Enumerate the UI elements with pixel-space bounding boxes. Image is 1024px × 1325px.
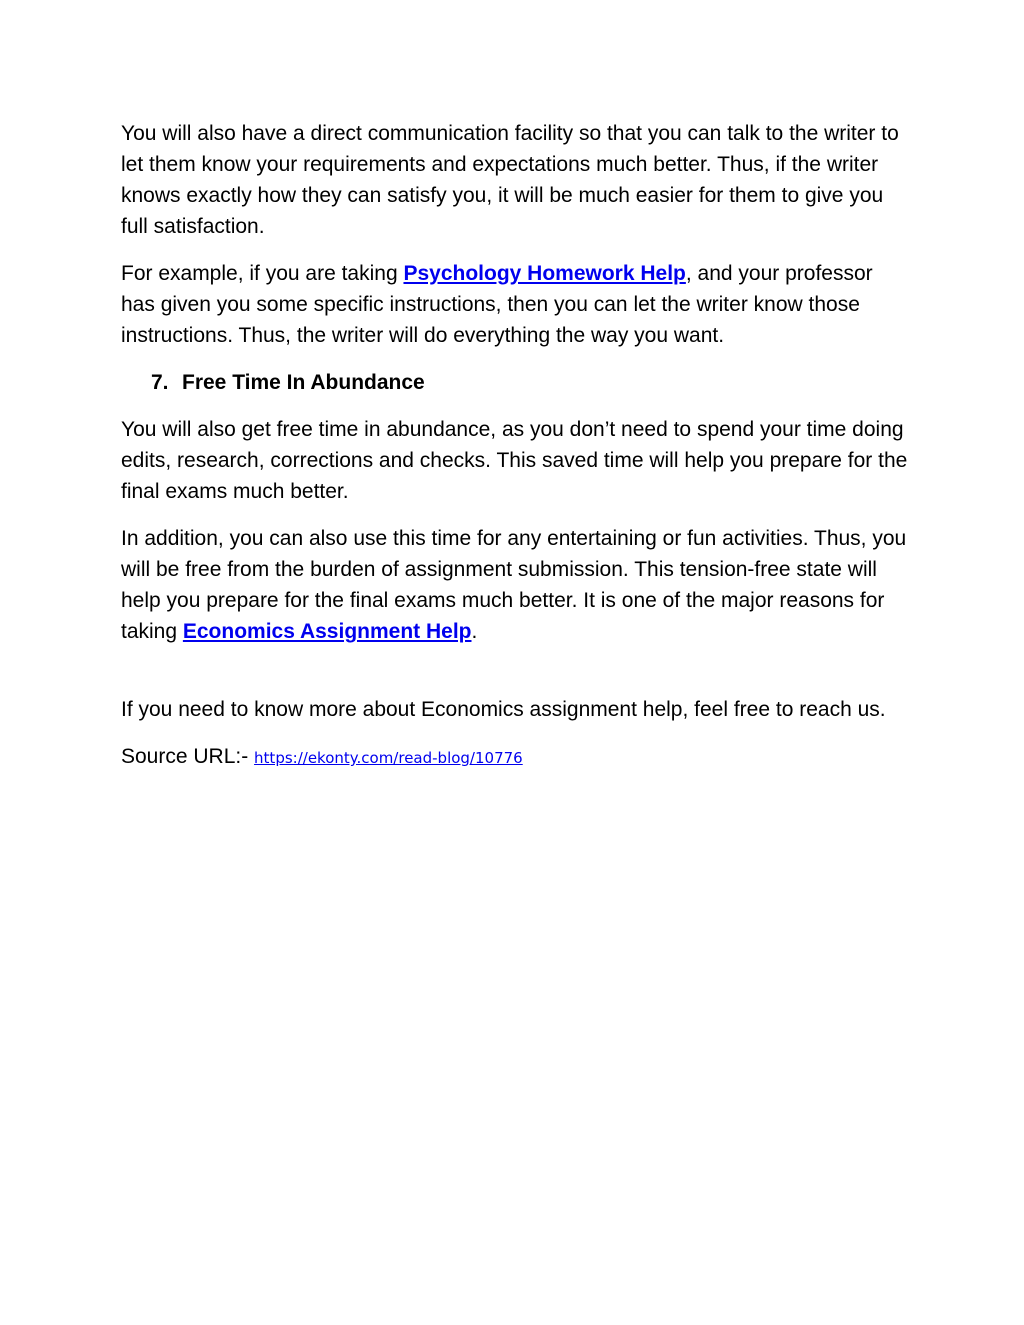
paragraph-example [121,258,911,351]
document-body [121,118,911,790]
psychology-homework-help-link[interactable]: Psychology Homework Help [403,262,686,285]
paragraph-example-text-end: , and your professor has given you some specific instructions, then you can let the writer know those instructions. Thus, the writer will do everything the way you want. [121,262,873,347]
source-line [121,741,911,774]
source-label: Source URL:- [121,745,255,768]
paragraph-free-time: You will also get free time in abundance, as you don’t need to spend your time doing edits, research, corrections and checks. This saved time will help you prepare for the final exams much better. [121,418,908,503]
paragraph-addition-text-start: In addition, you can also use this time for any entertaining or fun activities. Thus, you will be free from the burden of assignment submission. This tension-free state will help you prepare for the final exams much better. It is one of the major reasons for taking [121,527,907,643]
paragraph-addition [121,523,911,647]
paragraph-addition-text-end: . [471,620,478,643]
section-heading [121,367,911,398]
economics-assignment-help-link[interactable]: Economics Assignment Help [182,620,472,643]
section-heading-number: 7. [151,371,169,394]
paragraph-example-text-start: For example, if you are taking [121,262,404,285]
source-url-link[interactable]: https://ekonty.com/read-blog/10776 [254,749,523,767]
section-heading-title: Free Time In Abundance [182,371,425,394]
paragraph-contact: If you need to know more about Economics assignment help, feel free to reach us. [121,698,886,721]
blank-line [121,663,911,694]
paragraph-communication: You will also have a direct communication facility so that you can talk to the writer to let them know your requirements and expectations much better. Thus, if the writer knows exactly how they can satisfy you, it will be much easier for them to give you full satisfaction. [121,122,899,238]
